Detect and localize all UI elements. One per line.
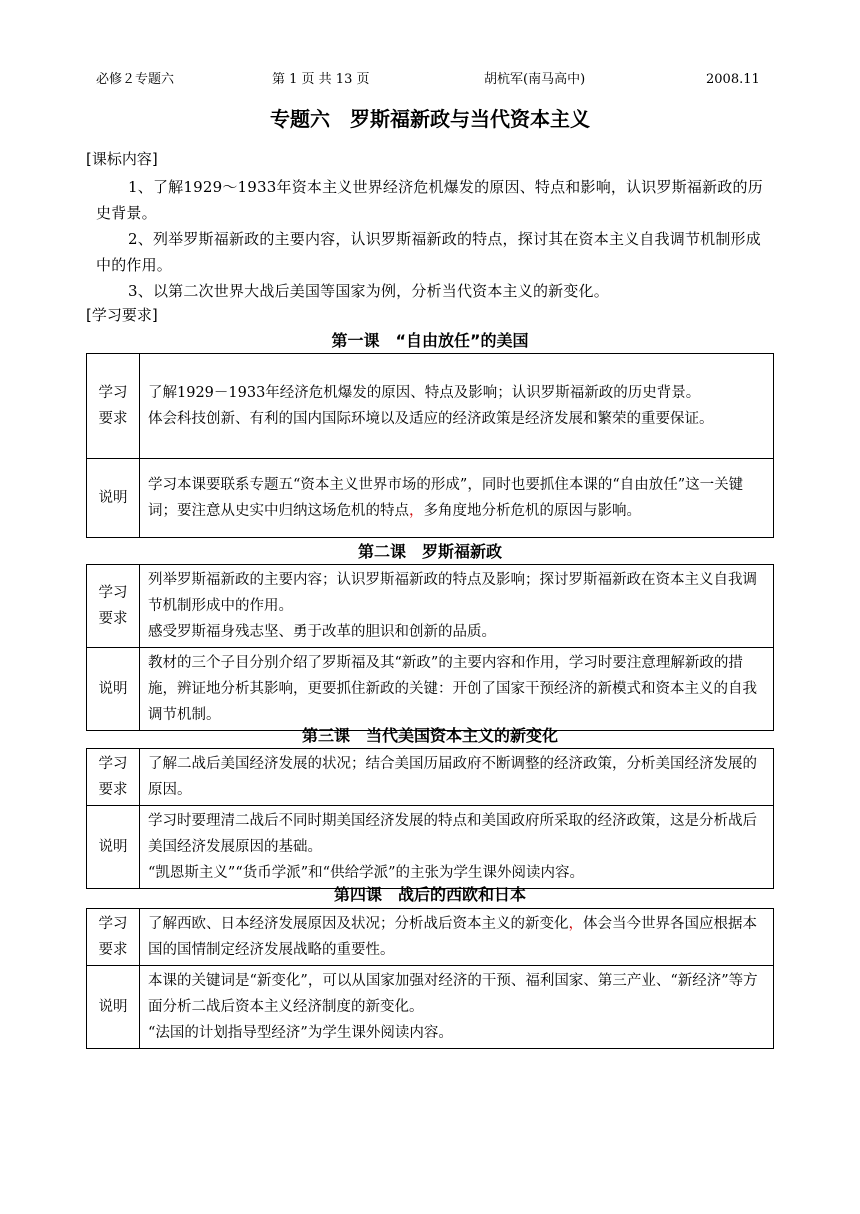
lesson-2-table <box>86 564 774 731</box>
header-author: 胡杭军(南马高中) <box>484 72 586 87</box>
lesson-1-table <box>86 353 774 538</box>
row-content <box>140 459 774 538</box>
table-row <box>87 909 774 966</box>
requirements-heading: [学习要求] <box>86 306 158 324</box>
standards-item-2: 2、列举罗斯福新政的主要内容，认识罗斯福新政的特点，探讨其在资本主义自我调节机制形成中的作用。 <box>96 230 761 274</box>
header-date: 2008.11 <box>706 72 760 87</box>
page-header <box>0 70 860 90</box>
row-label: 学习要求 <box>87 565 140 648</box>
table-row <box>87 749 774 806</box>
lesson-4-title: 第四课 战后的西欧和日本 <box>333 885 526 904</box>
header-course: 必修２专题六 <box>96 72 175 87</box>
table-row <box>87 565 774 648</box>
row-content: 学习时要理清二战后不同时期美国经济发展的特点和美国政府所采取的经济政策，这是分析战后美国经济发展原因的基础。 “凯恩斯主义”“货币学派”和“供给学派”的主张为学生课外阅读内容。 <box>140 806 774 889</box>
table-row <box>87 354 774 459</box>
table-row <box>87 806 774 889</box>
row-label: 说明 <box>87 806 140 889</box>
lesson-1-note: 学习本课要联系专题五“资本主义世界市场的形成”，同时也要抓住本课的“自由放任”这一关键词；要注意从史实中归纳这场危机的特点，多角度地分析危机的原因与影响。 <box>148 477 744 519</box>
table-row <box>87 966 774 1049</box>
row-content: 教材的三个子目分别介绍了罗斯福及其“新政”的主要内容和作用，学习时要注意理解新政的措施，辨证地分析其影响，更要抓住新政的关键：开创了国家干预经济的新模式和资本主义的自我调节机制。 <box>140 648 774 731</box>
lesson-4-table <box>86 908 774 1049</box>
row-label: 学习要求 <box>87 354 140 459</box>
standards-item-1: 1、了解1929～1933年资本主义世界经济危机爆发的原因、特点和影响，认识罗斯福新政的历史背景。 <box>96 178 763 222</box>
row-content: 本课的关键词是“新变化”，可以从国家加强对经济的干预、福利国家、第三产业、“新经济”等方面分析二战后资本主义经济制度的新变化。 “法国的计划指导型经济”为学生课外阅读内容。 <box>140 966 774 1049</box>
lesson-3-table <box>86 748 774 889</box>
row-label: 说明 <box>87 966 140 1049</box>
table-row <box>87 459 774 538</box>
row-label: 学习要求 <box>87 749 140 806</box>
table-row <box>87 648 774 731</box>
lesson-2-title: 第二课 罗斯福新政 <box>357 542 502 561</box>
lesson-4-requirement: 了解西欧、日本经济发展原因及状况；分析战后资本主义的新变化，体会当今世界各国应根据本国的国情制定经济发展战略的重要性。 <box>148 916 757 958</box>
row-label: 说明 <box>87 648 140 731</box>
header-page-number: 第 1 页 共 13 页 <box>272 72 370 87</box>
document-title: 专题六 罗斯福新政与当代资本主义 <box>270 107 590 131</box>
standards-item-3: 3、以第二次世界大战后美国等国家为例，分析当代资本主义的新变化。 <box>128 282 609 300</box>
row-content: 列举罗斯福新政的主要内容；认识罗斯福新政的特点及影响；探讨罗斯福新政在资本主义自我调节机制形成中的作用。 感受罗斯福身残志坚、勇于改革的胆识和创新的品质。 <box>140 565 774 648</box>
row-content: 了解1929－1933年经济危机爆发的原因、特点及影响；认识罗斯福新政的历史背景。 体会科技创新、有利的国内国际环境以及适应的经济政策是经济发展和繁荣的重要保证。 <box>140 354 774 459</box>
lesson-1-title: 第一课 “自由放任”的美国 <box>331 331 529 350</box>
standards-heading: [课标内容] <box>86 150 158 168</box>
row-label: 说明 <box>87 459 140 538</box>
row-content: 了解二战后美国经济发展的状况；结合美国历届政府不断调整的经济政策，分析美国经济发展的原因。 <box>140 749 774 806</box>
row-label: 学习要求 <box>87 909 140 966</box>
row-content <box>140 909 774 966</box>
lesson-3-title: 第三课 当代美国资本主义的新变化 <box>301 726 558 745</box>
